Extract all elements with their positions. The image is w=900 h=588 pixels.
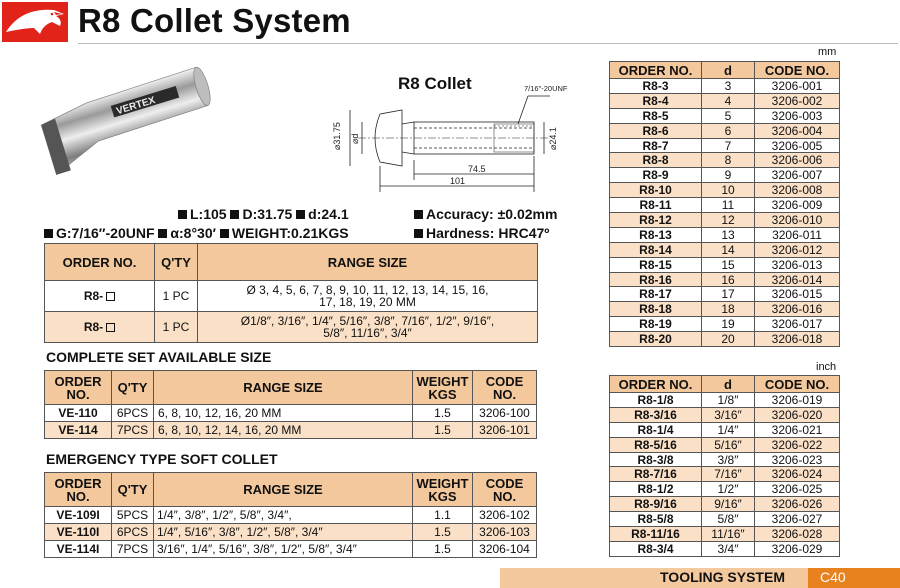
order-cell: R8-10 — [610, 183, 702, 198]
order-cell: R8- — [45, 281, 155, 312]
code-cell: 3206-024 — [755, 467, 840, 482]
d-cell: 7 — [702, 138, 755, 153]
spec-weight: WEIGHT:0.21KGS — [231, 225, 349, 241]
qty-cell: 7PCS — [112, 541, 154, 558]
eagle-icon — [2, 2, 68, 42]
spec-line-1 — [178, 206, 349, 222]
checkbox-icon — [106, 323, 115, 332]
table-row — [610, 213, 840, 228]
table-row — [45, 507, 537, 524]
spec-length: L:105 — [190, 206, 227, 222]
order-cell: R8-15 — [610, 257, 702, 272]
code-cell: 3206-101 — [473, 422, 537, 439]
mm-unit-label: mm — [818, 46, 837, 58]
d-cell: 5 — [702, 108, 755, 123]
code-cell: 3206-027 — [755, 512, 840, 527]
d-cell: 12 — [702, 213, 755, 228]
table-row — [45, 422, 537, 439]
order-cell: R8-5/8 — [610, 512, 702, 527]
order-cell: R8-8 — [610, 153, 702, 168]
spec-outer-diameter: D:31.75 — [242, 206, 293, 222]
code-cell: 3206-010 — [755, 213, 840, 228]
table-row — [45, 541, 537, 558]
order-cell: R8-9/16 — [610, 497, 702, 512]
code-cell: 3206-022 — [755, 437, 840, 452]
emergency-collet-table — [44, 472, 537, 558]
qty-cell: 1 PC — [155, 312, 198, 343]
col-code-no: CODE NO. — [755, 376, 840, 393]
order-cell: R8-14 — [610, 242, 702, 257]
d-cell: 5/16″ — [702, 437, 755, 452]
table-row — [610, 138, 840, 153]
table-row — [610, 79, 840, 94]
order-cell: R8-1/2 — [610, 482, 702, 497]
col-code-no: CODE NO. — [755, 62, 840, 79]
collet-photo — [35, 60, 220, 190]
col-qty: Q'TY — [155, 244, 198, 281]
table-row — [610, 467, 840, 482]
range-cell: 1/4″, 3/8″, 1/2″, 5/8″, 3/4″, — [154, 507, 413, 524]
range-size-table — [44, 243, 538, 343]
qty-cell: 7PCS — [112, 422, 154, 439]
col-weight: WEIGHT KGS — [413, 473, 473, 507]
table-row — [610, 183, 840, 198]
order-cell: R8-7/16 — [610, 467, 702, 482]
d-cell: 20 — [702, 332, 755, 347]
table-row — [610, 257, 840, 272]
footer-label: TOOLING SYSTEM — [660, 569, 785, 585]
order-cell: R8-3/8 — [610, 452, 702, 467]
spec-shank-diameter: d:24.1 — [308, 206, 349, 222]
col-order-no: ORDER NO. — [45, 473, 112, 507]
table-row — [610, 393, 840, 408]
weight-cell: 1.5 — [413, 524, 473, 541]
spec-hardness: Hardness: HRC47º — [414, 225, 549, 241]
table-row — [45, 524, 537, 541]
code-cell: 3206-025 — [755, 482, 840, 497]
table-row — [610, 407, 840, 422]
table-row — [610, 527, 840, 542]
order-cell: VE-110I — [45, 524, 112, 541]
code-cell: 3206-028 — [755, 527, 840, 542]
order-cell: VE-114I — [45, 541, 112, 558]
thread-callout: 7/16"-20UNF — [524, 84, 568, 93]
checkbox-icon — [106, 292, 115, 301]
order-cell: R8-13 — [610, 227, 702, 242]
table-row — [610, 242, 840, 257]
d-cell: 3/4″ — [702, 541, 755, 556]
order-cell: R8-6 — [610, 123, 702, 138]
table-row — [610, 287, 840, 302]
d-cell: 9/16″ — [702, 497, 755, 512]
code-cell: 3206-006 — [755, 153, 840, 168]
code-cell: 3206-020 — [755, 407, 840, 422]
dim-total-length: 101 — [450, 176, 466, 186]
code-cell: 3206-017 — [755, 317, 840, 332]
table-row — [610, 123, 840, 138]
code-cell: 3206-008 — [755, 183, 840, 198]
diagram-title: R8 Collet — [398, 74, 472, 93]
table-row — [610, 512, 840, 527]
table-row — [610, 482, 840, 497]
inch-unit-label: inch — [816, 361, 837, 373]
d-cell: 5/8″ — [702, 512, 755, 527]
collet-technical-drawing — [318, 80, 568, 195]
col-range-size: RANGE SIZE — [198, 244, 538, 281]
order-cell: R8-19 — [610, 317, 702, 332]
qty-cell: 1 PC — [155, 281, 198, 312]
order-cell: VE-110 — [45, 405, 112, 422]
table-row — [610, 541, 840, 556]
code-cell: 3206-021 — [755, 422, 840, 437]
order-cell: R8-3/4 — [610, 541, 702, 556]
order-cell: R8-3/16 — [610, 407, 702, 422]
d-cell: 10 — [702, 183, 755, 198]
code-cell: 3206-029 — [755, 541, 840, 556]
brand-logo — [2, 2, 68, 42]
col-qty: Q'TY — [112, 371, 154, 405]
d-cell: 17 — [702, 287, 755, 302]
title-divider — [78, 43, 898, 44]
col-weight: WEIGHT KGS — [413, 371, 473, 405]
spec-thread: G:7/16″-20UNF — [56, 225, 155, 241]
table-row — [610, 153, 840, 168]
mm-collet-table — [609, 61, 840, 347]
order-cell: R8-5 — [610, 108, 702, 123]
d-cell: 11/16″ — [702, 527, 755, 542]
order-cell: R8-4 — [610, 93, 702, 108]
order-cell: R8-12 — [610, 213, 702, 228]
complete-set-table — [44, 370, 537, 439]
order-cell: R8-1/4 — [610, 422, 702, 437]
page-title: R8 Collet System — [78, 2, 351, 39]
d-cell: 15 — [702, 257, 755, 272]
col-qty: Q'TY — [112, 473, 154, 507]
d-cell: 9 — [702, 168, 755, 183]
col-order-no: ORDER NO. — [610, 376, 702, 393]
weight-cell: 1.1 — [413, 507, 473, 524]
table-row — [610, 332, 840, 347]
table-row — [45, 312, 538, 343]
dim-bore-diameter: ⌀d — [350, 133, 360, 144]
col-order-no: ORDER NO. — [610, 62, 702, 79]
spec-angle: α:8°30′ — [170, 225, 216, 241]
code-cell: 3206-016 — [755, 302, 840, 317]
code-cell: 3206-018 — [755, 332, 840, 347]
order-cell: R8-7 — [610, 138, 702, 153]
code-cell: 3206-013 — [755, 257, 840, 272]
d-cell: 16 — [702, 272, 755, 287]
table-row — [610, 198, 840, 213]
inch-collet-table — [609, 375, 840, 557]
qty-cell: 6PCS — [112, 405, 154, 422]
d-cell: 19 — [702, 317, 755, 332]
d-cell: 1/8″ — [702, 393, 755, 408]
order-cell: R8-11/16 — [610, 527, 702, 542]
order-cell: R8-11 — [610, 198, 702, 213]
order-cell: R8-9 — [610, 168, 702, 183]
order-cell: R8- — [45, 312, 155, 343]
table-row — [610, 168, 840, 183]
table-row — [610, 93, 840, 108]
spec-line-2 — [44, 225, 349, 241]
table-row — [45, 405, 537, 422]
code-cell: 3206-023 — [755, 452, 840, 467]
d-cell: 18 — [702, 302, 755, 317]
table-row — [610, 452, 840, 467]
order-cell: R8-5/16 — [610, 437, 702, 452]
order-cell: R8-18 — [610, 302, 702, 317]
col-range-size: RANGE SIZE — [154, 371, 413, 405]
code-cell: 3206-100 — [473, 405, 537, 422]
range-cell: Ø1/8″, 3/16″, 1/4″, 5/16″, 3/8″, 7/16″, 1/2″, 9/16″, 5/8″, 11/16″, 3/4″ — [198, 312, 538, 343]
table-row — [610, 302, 840, 317]
dim-shank-length: 74.5 — [468, 164, 486, 174]
col-d: d — [702, 376, 755, 393]
d-cell: 11 — [702, 198, 755, 213]
range-cell: 6, 8, 10, 12, 16, 20 MM — [154, 405, 413, 422]
d-cell: 7/16″ — [702, 467, 755, 482]
table-row — [610, 422, 840, 437]
col-code-no: CODE NO. — [473, 473, 537, 507]
col-code-no: CODE NO. — [473, 371, 537, 405]
table-row — [610, 497, 840, 512]
order-cell: R8-17 — [610, 287, 702, 302]
order-cell: R8-1/8 — [610, 393, 702, 408]
d-cell: 6 — [702, 123, 755, 138]
order-cell: R8-16 — [610, 272, 702, 287]
code-cell: 3206-011 — [755, 227, 840, 242]
d-cell: 13 — [702, 227, 755, 242]
code-cell: 3206-104 — [473, 541, 537, 558]
code-cell: 3206-003 — [755, 108, 840, 123]
table-row — [610, 272, 840, 287]
collet-brand-text: VERTEX — [115, 94, 157, 118]
order-cell: R8-3 — [610, 79, 702, 94]
table-row — [610, 227, 840, 242]
table-row — [610, 437, 840, 452]
qty-cell: 5PCS — [112, 507, 154, 524]
d-cell: 3/16″ — [702, 407, 755, 422]
order-cell: VE-114 — [45, 422, 112, 439]
code-cell: 3206-009 — [755, 198, 840, 213]
code-cell: 3206-004 — [755, 123, 840, 138]
range-cell: 3/16″, 1/4″, 5/16″, 3/8″, 1/2″, 5/8″, 3/4″ — [154, 541, 413, 558]
d-cell: 1/4″ — [702, 422, 755, 437]
col-order-no: ORDER NO. — [45, 244, 155, 281]
code-cell: 3206-026 — [755, 497, 840, 512]
code-cell: 3206-015 — [755, 287, 840, 302]
range-cell: Ø 3, 4, 5, 6, 7, 8, 9, 10, 11, 12, 13, 14, 15, 16, 17, 18, 19, 20 MM — [198, 281, 538, 312]
code-cell: 3206-007 — [755, 168, 840, 183]
order-cell: VE-109I — [45, 507, 112, 524]
col-range-size: RANGE SIZE — [154, 473, 413, 507]
complete-set-title: COMPLETE SET AVAILABLE SIZE — [46, 349, 272, 365]
code-cell: 3206-012 — [755, 242, 840, 257]
weight-cell: 1.5 — [413, 541, 473, 558]
d-cell: 1/2″ — [702, 482, 755, 497]
code-cell: 3206-102 — [473, 507, 537, 524]
range-cell: 6, 8, 10, 12, 14, 16, 20 MM — [154, 422, 413, 439]
d-cell: 14 — [702, 242, 755, 257]
d-cell: 4 — [702, 93, 755, 108]
range-cell: 1/4″, 5/16″, 3/8″, 1/2″, 5/8″, 3/4″ — [154, 524, 413, 541]
code-cell: 3206-019 — [755, 393, 840, 408]
spec-accuracy: Accuracy: ±0.02mm — [414, 206, 557, 222]
order-cell: R8-20 — [610, 332, 702, 347]
d-cell: 3/8″ — [702, 452, 755, 467]
code-cell: 3206-103 — [473, 524, 537, 541]
col-d: d — [702, 62, 755, 79]
table-row — [610, 108, 840, 123]
d-cell: 8 — [702, 153, 755, 168]
dim-shank-diameter: ⌀24.1 — [548, 127, 558, 150]
dim-outer-diameter: ⌀31.75 — [332, 122, 342, 150]
col-order-no: ORDER NO. — [45, 371, 112, 405]
page-number: C40 — [808, 568, 900, 588]
table-row — [45, 281, 538, 312]
code-cell: 3206-001 — [755, 79, 840, 94]
code-cell: 3206-005 — [755, 138, 840, 153]
table-row — [610, 317, 840, 332]
qty-cell: 6PCS — [112, 524, 154, 541]
d-cell: 3 — [702, 79, 755, 94]
code-cell: 3206-002 — [755, 93, 840, 108]
weight-cell: 1.5 — [413, 422, 473, 439]
code-cell: 3206-014 — [755, 272, 840, 287]
weight-cell: 1.5 — [413, 405, 473, 422]
emergency-collet-title: EMERGENCY TYPE SOFT COLLET — [46, 451, 278, 467]
